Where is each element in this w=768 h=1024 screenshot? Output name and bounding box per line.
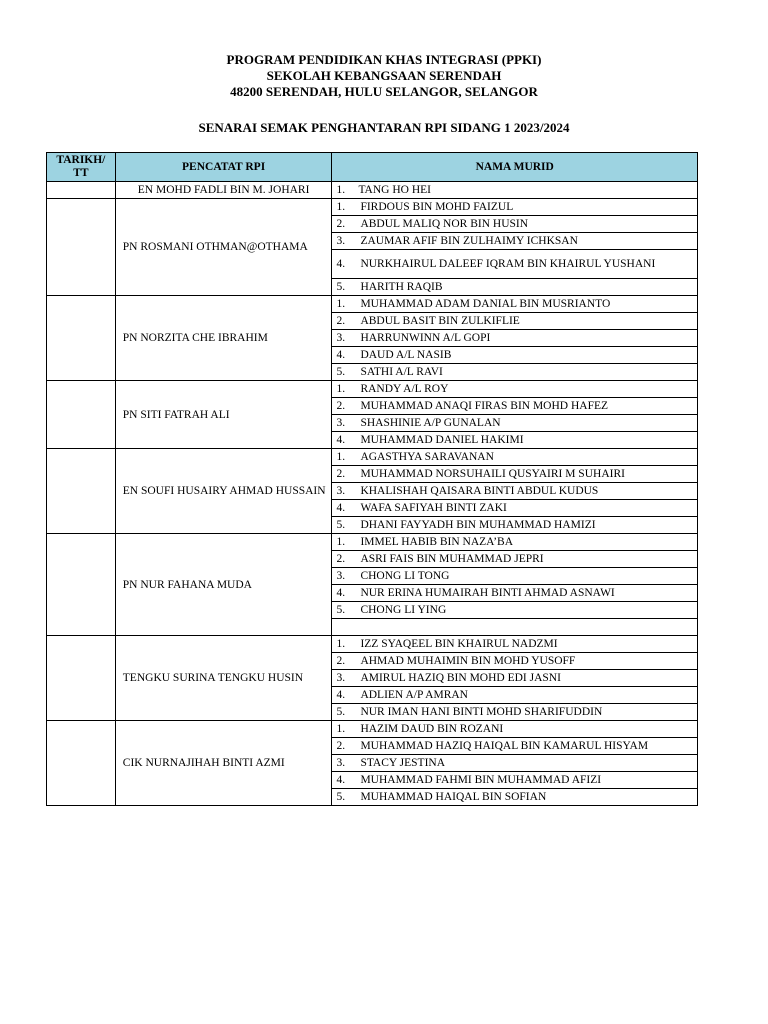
- student-number: 1.: [336, 298, 346, 310]
- student-cell: [332, 517, 698, 534]
- date-cell[interactable]: [47, 449, 116, 534]
- date-cell[interactable]: [47, 534, 116, 636]
- student-number: 5.: [336, 604, 346, 616]
- student-number: 5.: [336, 791, 346, 803]
- student-number: 5.: [336, 281, 346, 293]
- student-cell: [332, 670, 698, 687]
- school-address: 48200 SERENDAH, HULU SELANGOR, SELANGOR: [230, 84, 538, 99]
- table-row: [47, 721, 698, 738]
- student-cell: [332, 483, 698, 500]
- student-number: 3.: [336, 485, 346, 497]
- student-number: 5.: [336, 519, 346, 531]
- student-cell: [332, 585, 698, 602]
- student-name: SHASHINIE A/P GUNALAN: [360, 417, 501, 429]
- student-cell: [332, 233, 698, 250]
- program-name: PROGRAM PENDIDIKAN KHAS INTEGRASI (PPKI): [226, 52, 542, 67]
- student-name: ZAUMAR AFIF BIN ZULHAIMY ICHKSAN: [360, 235, 578, 247]
- table-row: [47, 296, 698, 313]
- student-number: 4.: [336, 587, 346, 599]
- student-name: MUHAMMAD DANIEL HAKIMI: [360, 434, 524, 446]
- student-name: TANG HO HEI: [358, 184, 431, 196]
- student-cell: [332, 330, 698, 347]
- student-number: 4.: [336, 774, 346, 786]
- student-number: 2.: [336, 218, 346, 230]
- student-name: AGASTHYA SARAVANAN: [360, 451, 494, 463]
- student-cell: [332, 738, 698, 755]
- recorder-cell: EN MOHD FADLI BIN M. JOHARI: [115, 182, 332, 199]
- student-name: MUHAMMAD HAZIQ HAIQAL BIN KAMARUL HISYAM: [360, 740, 649, 752]
- student-name: MUHAMMAD ADAM DANIAL BIN MUSRIANTO: [360, 298, 611, 310]
- document-title: SENARAI SEMAK PENGHANTARAN RPI SIDANG 1 2023/2024: [198, 120, 570, 135]
- student-number: 1.: [336, 201, 346, 213]
- recorder-cell: TENGKU SURINA TENGKU HUSIN: [115, 636, 332, 721]
- table-row: [47, 381, 698, 398]
- date-cell[interactable]: [47, 636, 116, 721]
- student-name: SATHI A/L RAVI: [360, 366, 443, 378]
- student-cell: [332, 279, 698, 296]
- student-cell: [332, 721, 698, 738]
- student-cell: [332, 755, 698, 772]
- student-cell: [332, 687, 698, 704]
- student-number: 3.: [336, 672, 346, 684]
- student-cell: [332, 500, 698, 517]
- student-name: IZZ SYAQEEL BIN KHAIRUL NADZMI: [360, 638, 558, 650]
- student-name: WAFA SAFIYAH BINTI ZAKI: [360, 502, 507, 514]
- table-row: [47, 182, 698, 199]
- student-number: 2.: [336, 655, 346, 667]
- student-name: IMMEL HABIB BIN NAZA’BA: [360, 536, 514, 548]
- student-name: CHONG LI TONG: [360, 570, 450, 582]
- student-name: FIRDOUS BIN MOHD FAIZUL: [360, 201, 514, 213]
- student-number: 1.: [336, 451, 346, 463]
- student-name: ADLIEN A/P AMRAN: [360, 689, 468, 701]
- student-cell: [332, 432, 698, 449]
- recorder-cell: PN ROSMANI OTHMAN@OTHAMA: [115, 199, 332, 296]
- student-cell: [332, 199, 698, 216]
- recorder-cell: CIK NURNAJIHAH BINTI AZMI: [115, 721, 332, 806]
- student-name: ABDUL BASIT BIN ZULKIFLIE: [360, 315, 520, 327]
- student-cell: [332, 364, 698, 381]
- student-cell: [332, 296, 698, 313]
- student-number: 1.: [336, 723, 346, 735]
- student-number: 5.: [336, 706, 346, 718]
- student-name: RANDY A/L ROY: [360, 383, 449, 395]
- student-number: 3.: [336, 332, 346, 344]
- table-row: [47, 199, 698, 216]
- student-number: 4.: [336, 434, 346, 446]
- student-cell: [332, 534, 698, 551]
- column-header-student: NAMA MURID: [332, 153, 698, 182]
- table-row: [47, 449, 698, 466]
- student-cell: [332, 250, 698, 279]
- student-number: 2.: [336, 740, 346, 752]
- date-cell[interactable]: [47, 381, 116, 449]
- student-cell: [332, 551, 698, 568]
- student-name: MUHAMMAD FAHMI BIN MUHAMMAD AFIZI: [360, 774, 602, 786]
- student-number: 2.: [336, 468, 346, 480]
- student-name: DAUD A/L NASIB: [360, 349, 452, 361]
- student-number: 4.: [336, 258, 346, 270]
- column-header-recorder: PENCATAT RPI: [115, 153, 332, 182]
- student-number: 2.: [336, 553, 346, 565]
- student-name: ASRI FAIS BIN MUHAMMAD JEPRI: [360, 553, 544, 565]
- student-name: STACY JESTINA: [360, 757, 446, 769]
- student-number: 3.: [336, 417, 346, 429]
- student-cell: [332, 653, 698, 670]
- student-name: NURKHAIRUL DALEEF IQRAM BIN KHAIRUL YUSHANI: [360, 258, 656, 270]
- date-cell[interactable]: [47, 199, 116, 296]
- student-name: HARITH RAQIB: [360, 281, 443, 293]
- column-header-date: TARIKH/ TT: [47, 153, 116, 182]
- student-number: 1.: [336, 536, 346, 548]
- student-cell: [332, 636, 698, 653]
- recorder-cell: PN NUR FAHANA MUDA: [115, 534, 332, 636]
- student-cell: [332, 449, 698, 466]
- student-number: 2.: [336, 400, 346, 412]
- student-cell: [332, 347, 698, 364]
- student-cell: [332, 313, 698, 330]
- table-row: [47, 636, 698, 653]
- table-header-row: [47, 153, 698, 182]
- student-name: HARRUNWINN A/L GOPI: [360, 332, 491, 344]
- student-number: 4.: [336, 349, 346, 361]
- student-number: 1.: [336, 184, 346, 196]
- student-number: 4.: [336, 502, 346, 514]
- student-name: HAZIM DAUD BIN ROZANI: [360, 723, 504, 735]
- student-cell: [332, 398, 698, 415]
- student-cell: [332, 182, 698, 199]
- student-number: 4.: [336, 689, 346, 701]
- student-number: 1.: [336, 383, 346, 395]
- student-number: 5.: [336, 366, 346, 378]
- student-name: MUHAMMAD NORSUHAILI QUSYAIRI M SUHAIRI: [360, 468, 625, 480]
- student-cell: [332, 568, 698, 585]
- student-name: CHONG LI YING: [360, 604, 447, 616]
- student-name: AHMAD MUHAIMIN BIN MOHD YUSOFF: [360, 655, 576, 667]
- recorder-cell: EN SOUFI HUSAIRY AHMAD HUSSAIN: [115, 449, 332, 534]
- document-header: [0, 52, 768, 100]
- student-name: MUHAMMAD ANAQI FIRAS BIN MOHD HAFEZ: [360, 400, 609, 412]
- student-name: DHANI FAYYADH BIN MUHAMMAD HAMIZI: [360, 519, 596, 531]
- student-cell: [332, 602, 698, 619]
- date-cell[interactable]: [47, 182, 116, 199]
- recorder-cell: PN SITI FATRAH ALI: [115, 381, 332, 449]
- recorder-cell: PN NORZITA CHE IBRAHIM: [115, 296, 332, 381]
- student-name: ABDUL MALIQ NOR BIN HUSIN: [360, 218, 529, 230]
- table-body: [47, 182, 698, 806]
- student-name: NUR IMAN HANI BINTI MOHD SHARIFUDDIN: [360, 706, 603, 718]
- student-cell: [332, 466, 698, 483]
- student-cell: [332, 619, 698, 636]
- student-name: KHALISHAH QAISARA BINTI ABDUL KUDUS: [360, 485, 599, 497]
- student-number: 3.: [336, 757, 346, 769]
- table-row: [47, 534, 698, 551]
- student-cell: [332, 216, 698, 233]
- student-number: 1.: [336, 638, 346, 650]
- student-cell: [332, 772, 698, 789]
- student-cell: [332, 704, 698, 721]
- student-cell: [332, 381, 698, 398]
- date-cell[interactable]: [47, 721, 116, 806]
- student-number: 3.: [336, 570, 346, 582]
- student-number: 2.: [336, 315, 346, 327]
- checklist-table: [46, 152, 698, 806]
- student-cell: [332, 415, 698, 432]
- student-cell: [332, 789, 698, 806]
- date-cell[interactable]: [47, 296, 116, 381]
- student-name: MUHAMMAD HAIQAL BIN SOFIAN: [360, 791, 547, 803]
- student-number: 3.: [336, 235, 346, 247]
- student-name: AMIRUL HAZIQ BIN MOHD EDI JASNI: [360, 672, 561, 684]
- school-name: SEKOLAH KEBANGSAAN SERENDAH: [266, 68, 502, 83]
- student-name: NUR ERINA HUMAIRAH BINTI AHMAD ASNAWI: [360, 587, 615, 599]
